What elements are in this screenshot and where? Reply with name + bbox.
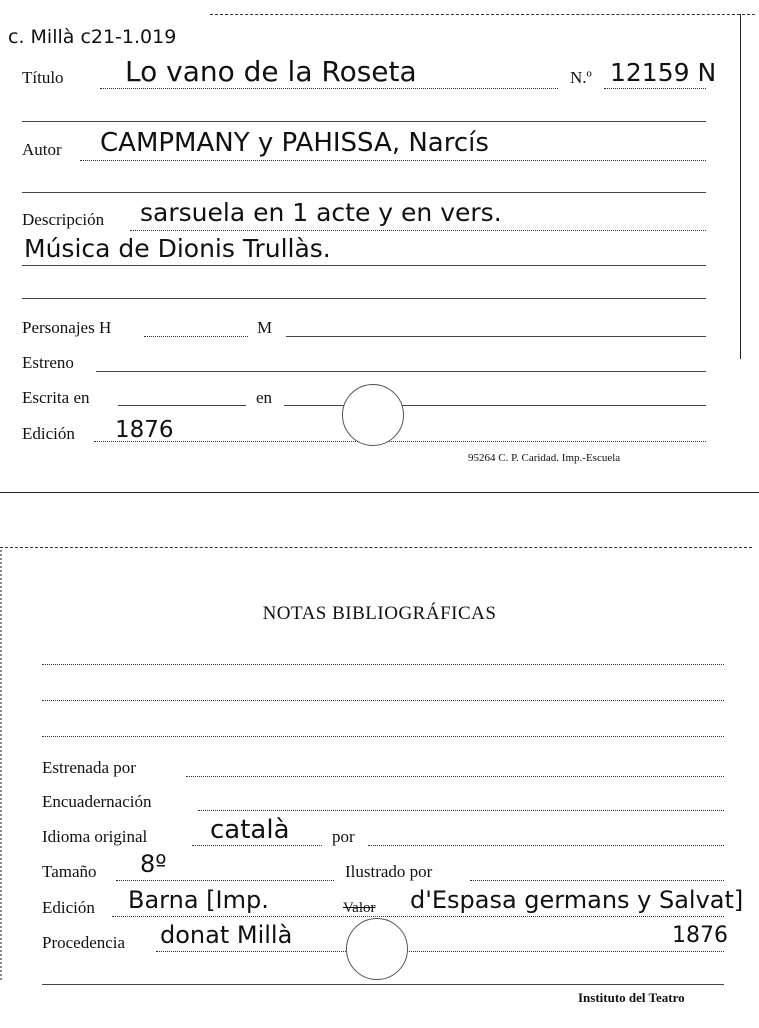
estrenada-line	[186, 776, 724, 777]
estreno-label: Estreno	[22, 353, 74, 372]
escrita-label: Escrita en	[22, 388, 90, 407]
encuadernacion-label: Encuadernación	[42, 792, 152, 811]
catalog-annotation: c. Millà c21-1.019	[8, 26, 177, 48]
card-edge-top	[210, 14, 755, 15]
estrenada-label: Estrenada por	[42, 758, 136, 777]
ilustrado-line	[470, 880, 724, 881]
autor-label: Autor	[22, 140, 62, 159]
notas-title: NOTAS BIBLIOGRÁFICAS	[262, 603, 497, 624]
titulo-line	[100, 88, 558, 89]
tamano-label: Tamaño	[42, 862, 97, 881]
edicion-label: Edición	[22, 424, 75, 443]
autor-extra-line	[22, 192, 706, 193]
numero-line	[604, 88, 706, 89]
back-edicion-line	[112, 916, 724, 917]
numero-label: N.º	[570, 68, 592, 87]
card-edge-bottom	[0, 492, 759, 493]
printer-credit: 95264 C. P. Caridad. Imp.-Escuela	[468, 452, 621, 464]
back-edicion-value-1: Barna [Imp.	[128, 886, 269, 914]
procedencia-line	[156, 951, 724, 952]
titulo-label: Título	[22, 68, 64, 87]
idioma-por-line	[368, 845, 724, 846]
titulo-value: Lo vano de la Roseta	[125, 55, 417, 88]
autor-line	[80, 160, 706, 161]
notas-line-1	[42, 664, 724, 665]
procedencia-year: 1876	[672, 923, 728, 948]
notas-line-2	[42, 700, 724, 701]
personajes-h-line	[144, 336, 248, 337]
idioma-por-label: por	[332, 827, 355, 846]
personajes-m-line	[286, 336, 706, 337]
punch-hole	[346, 918, 408, 980]
idioma-label: Idioma original	[42, 827, 148, 846]
card-edge-right	[740, 14, 741, 359]
personajes-label: Personajes H	[22, 318, 112, 337]
descripcion-value-line1: sarsuela en 1 acte y en vers.	[140, 198, 502, 227]
idioma-value: català	[210, 815, 290, 845]
tamano-line	[116, 880, 334, 881]
autor-value: CAMPMANY y PAHISSA, Narcís	[100, 128, 489, 158]
estreno-line	[96, 371, 706, 372]
escrita-line	[118, 405, 246, 406]
procedencia-label: Procedencia	[42, 933, 126, 952]
titulo-extra-line	[22, 121, 706, 122]
back-edicion-label: Edición	[42, 898, 95, 917]
punch-hole	[342, 384, 404, 446]
escrita-en-label: en	[256, 388, 273, 407]
descripcion-line	[130, 230, 706, 231]
card-edge-top	[0, 547, 752, 548]
personajes-m-label: M	[257, 318, 273, 337]
institute-footer: Instituto del Teatro	[578, 990, 685, 1005]
ilustrado-label: Ilustrado por	[345, 862, 433, 881]
tamano-value: 8º	[140, 850, 167, 878]
footer-rule	[42, 984, 724, 985]
back-edicion-struck: Valor	[343, 900, 376, 916]
descripcion-label: Descripción	[22, 210, 105, 229]
back-edicion-value-2: d'Espasa germans y Salvat]	[410, 886, 744, 914]
procedencia-value: donat Millà	[160, 921, 293, 949]
descripcion-line-3	[22, 298, 706, 299]
numero-value: 12159 N	[610, 58, 717, 87]
descripcion-line-2	[22, 265, 706, 266]
catalog-card-front	[0, 0, 759, 495]
notas-line-3	[42, 736, 724, 737]
descripcion-value-line2: Música de Dionis Trullàs.	[24, 234, 331, 263]
idioma-line	[192, 845, 322, 846]
edicion-line	[94, 441, 706, 442]
encuadernacion-line	[198, 810, 724, 811]
catalog-card-back	[0, 540, 759, 1028]
edicion-value: 1876	[115, 417, 174, 443]
